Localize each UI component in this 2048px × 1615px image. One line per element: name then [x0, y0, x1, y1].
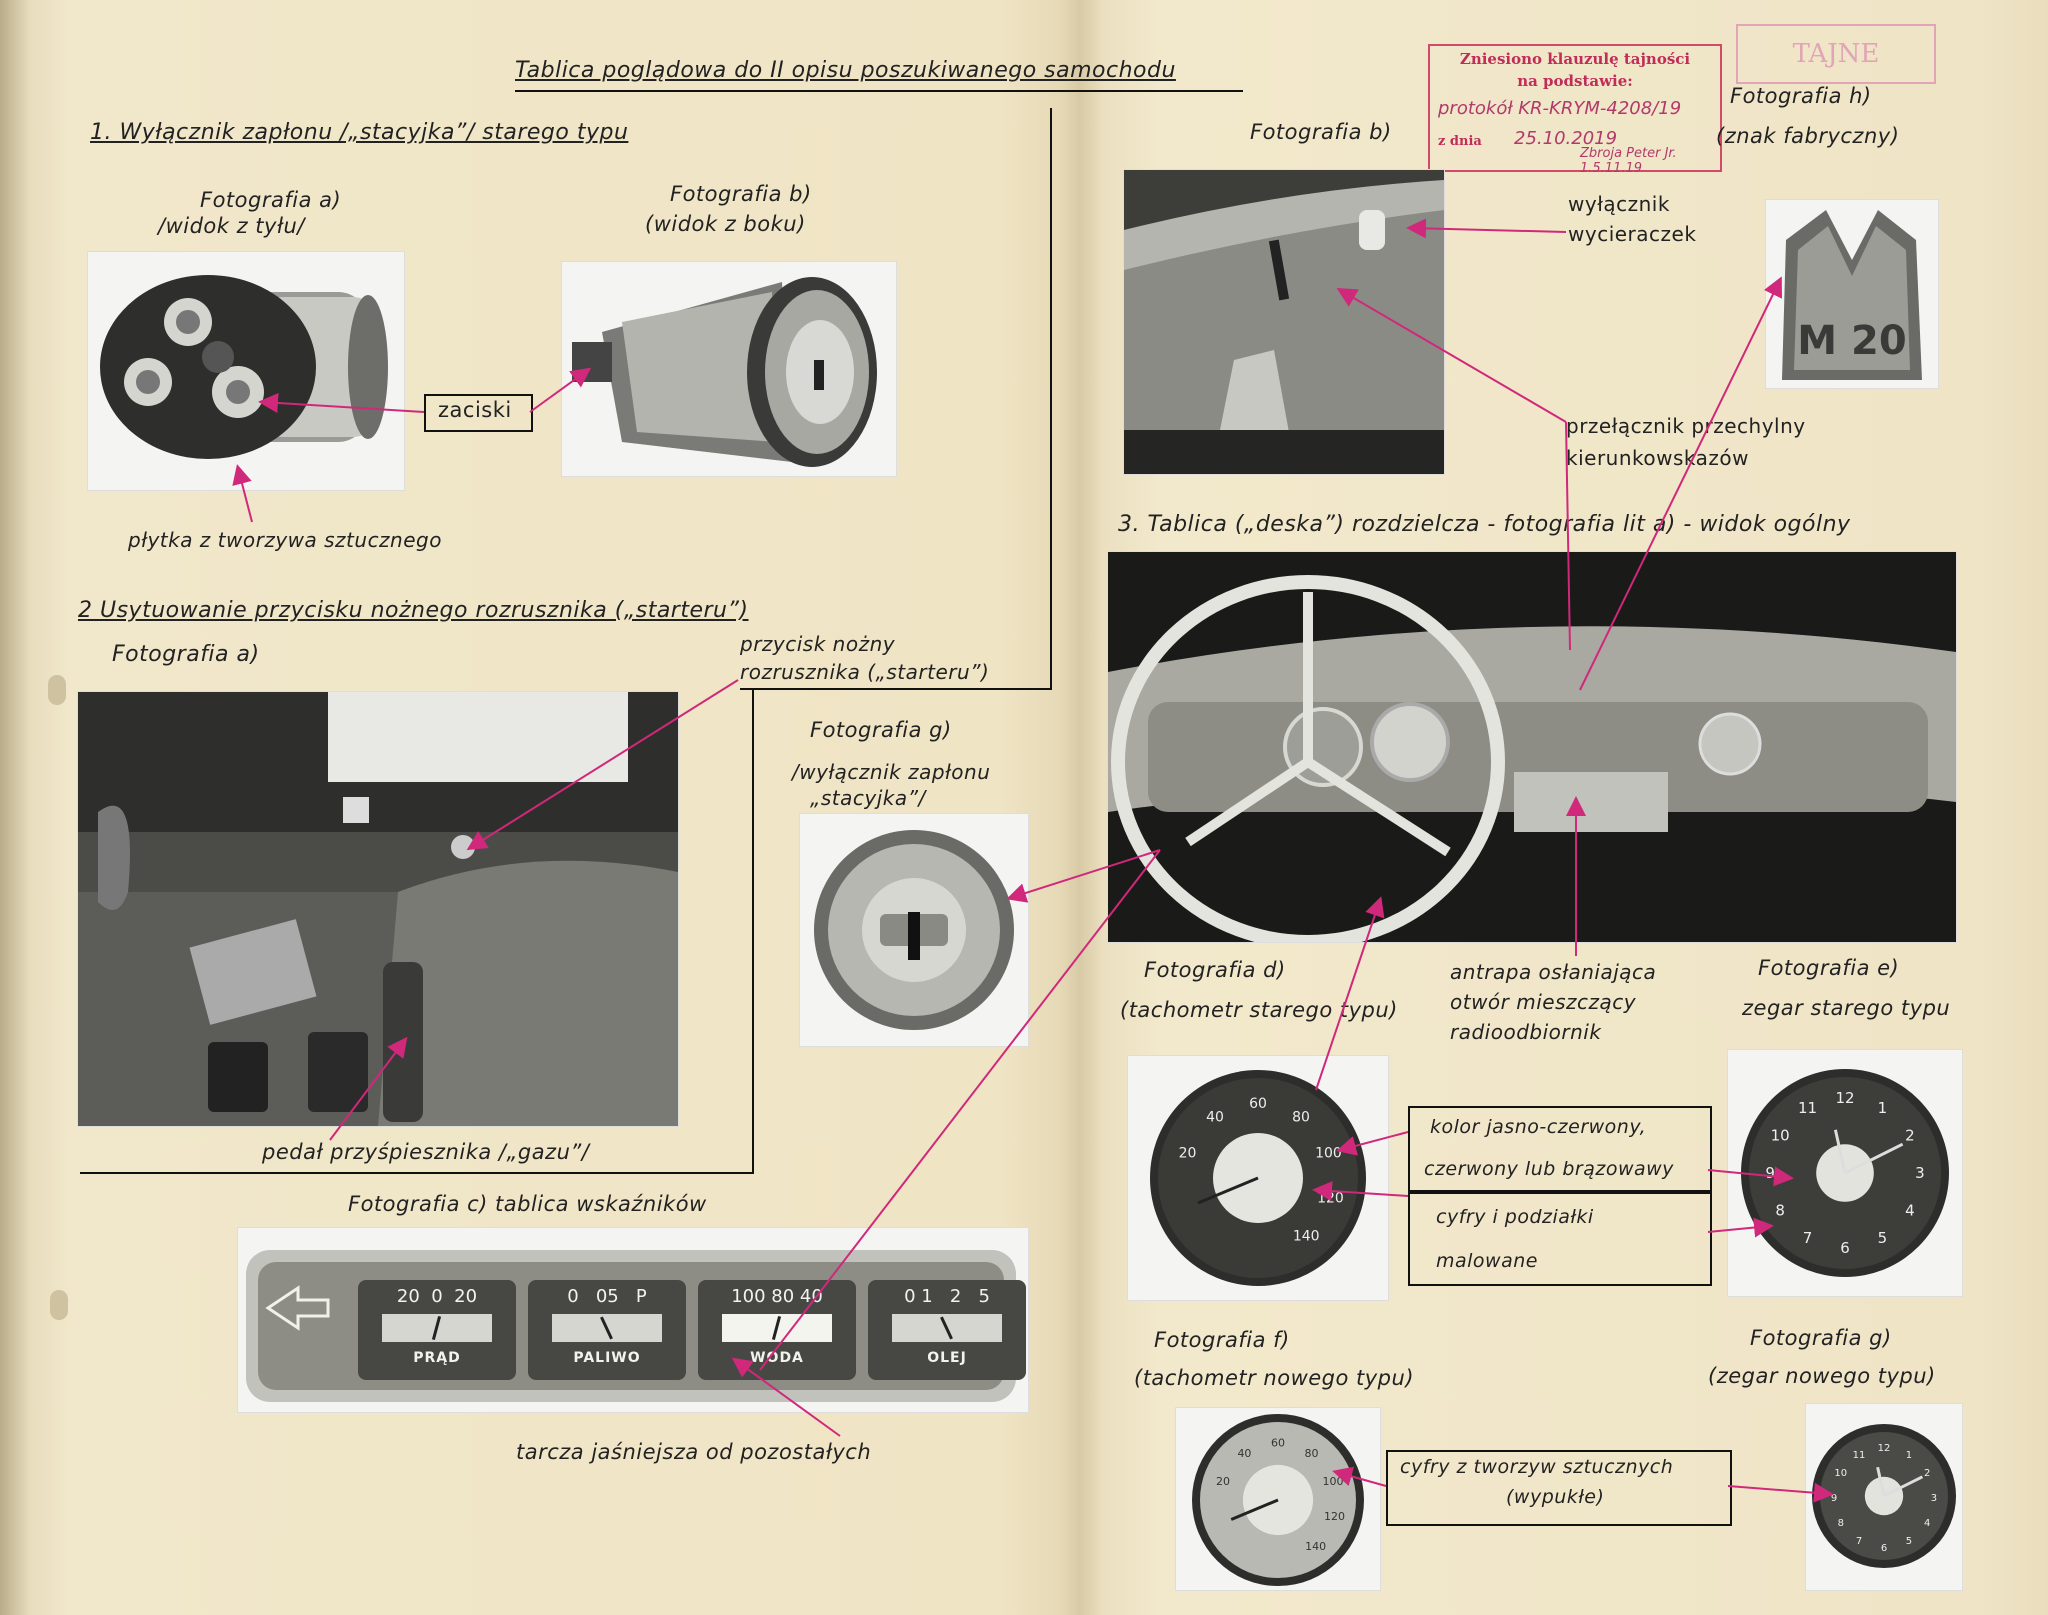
antrapa-line3: radioodbiornik [1450, 1020, 1602, 1044]
box-plastic-line1: cyfry z tworzyw sztucznych [1400, 1456, 1674, 1478]
clock-mark-label: 9 [1830, 1493, 1838, 1504]
gauge-label: WODA [750, 1350, 804, 1366]
arrow-new-clock [1728, 1486, 1830, 1494]
label-przycisk-line1: przycisk nożny [740, 632, 896, 656]
arrow-stacyjka [1010, 850, 1160, 898]
arrow-przycisk [470, 680, 738, 848]
photo-c-caption: Fotografia c) tablica wskaźników [348, 1192, 707, 1216]
stamp-protocol: protokół KR-KRYM-4208/19 [1438, 98, 1682, 119]
photo-g2-subcaption: (zegar nowego typu) [1708, 1364, 1936, 1388]
box-digits-line2: malowane [1436, 1250, 1538, 1272]
label-wycieraczek-line2: wycieraczek [1568, 222, 1697, 246]
arrow-speedo-color [1340, 1132, 1408, 1150]
speedo-mark-label: 140 [1305, 1539, 1327, 1553]
antrapa-line1: antrapa osłaniająca [1450, 960, 1657, 984]
line-tachometer-to-panel [760, 850, 1160, 1370]
photo-h-caption: Fotografia h) [1730, 84, 1872, 108]
photo-b-subcaption: (widok z boku) [645, 212, 806, 236]
photo-f-subcaption: (tachometr nowego typu) [1134, 1366, 1415, 1390]
clock-mark-label: 2 [1905, 1126, 1915, 1145]
arrow-wycieraczek [1410, 228, 1566, 232]
clock-mark-label: 5 [1905, 1536, 1913, 1548]
stamp-line1: Zniesiono klauzulę tajności [1459, 50, 1691, 68]
clock-mark-label: 1 [1905, 1449, 1913, 1461]
arrow-badge [1580, 280, 1780, 690]
clock-mark-label: 10 [1834, 1468, 1848, 1480]
label-wycieraczek-line1: wyłącznik [1568, 192, 1670, 216]
speedo-mark-label: 60 [1249, 1096, 1267, 1112]
label-pedal: pedał przyśpiesznika /„gazu”/ [262, 1140, 590, 1164]
annotation-arrows [238, 228, 1830, 1494]
crossed-tajne-text: TAJNE [1792, 39, 1880, 69]
photo-d-caption: Fotografia d) [1144, 958, 1286, 982]
antrapa-line2: otwór mieszczący [1450, 990, 1637, 1014]
speedo-mark-label: 120 [1324, 1510, 1346, 1524]
photo-b-caption: Fotografia b) [670, 182, 812, 206]
section2-title: 2 Usytuowanie przycisku nożnego rozrusznika („starteru”) [78, 598, 749, 623]
label-tarcza: tarcza jaśniejsza od pozostałych [516, 1440, 872, 1464]
clock-mark-label: 4 [1905, 1201, 1915, 1220]
speedo-mark-label: 20 [1178, 1145, 1197, 1162]
clock-mark-label: 6 [1840, 1238, 1850, 1257]
clock-mark-label: 6 [1880, 1542, 1888, 1554]
gauge-scale: 20 0 20 [396, 1286, 478, 1307]
clock-mark-label: 11 [1798, 1099, 1818, 1118]
photo-g2-caption: Fotografia g) [1750, 1326, 1892, 1350]
line-przelacznik-dash [1566, 422, 1570, 650]
photo-b-right-caption: Fotografia b) [1250, 120, 1392, 144]
photo-g-subcaption: /wyłącznik zapłonu [792, 760, 991, 784]
clock-mark-label: 12 [1877, 1443, 1891, 1455]
clock-mark-label: 10 [1770, 1126, 1790, 1145]
stamp-line2: na podstawie: [1517, 72, 1633, 90]
arrow-zaciski-right [530, 370, 588, 412]
page-title: Tablica poglądowa do II opisu poszukiwanego samochodu [515, 58, 1176, 83]
label-przelacznik-line1: przełącznik przechylny [1566, 414, 1806, 438]
box-plastic-line2: (wypukłe) [1506, 1486, 1605, 1508]
clock-mark-label: 8 [1775, 1201, 1785, 1220]
photo-g-subcaption2: „stacyjka”/ [810, 786, 926, 810]
gauge-scale: 0 1 2 5 [904, 1286, 990, 1307]
photo-e-caption: Fotografia e) [1758, 956, 1900, 980]
gauge-scale: 0 05 P [567, 1286, 647, 1307]
arrow-new-speedo [1336, 1472, 1386, 1486]
arrow-przelacznik [1340, 290, 1566, 422]
clock-mark-label: 11 [1852, 1449, 1866, 1461]
gauge-label: PALIWO [573, 1350, 641, 1366]
speedo-mark-label: 140 [1292, 1228, 1320, 1245]
speedo-mark-label: 40 [1237, 1447, 1252, 1461]
arrow-clock-digits [1708, 1226, 1770, 1232]
stamp-date-value: 25.10.2019 [1514, 128, 1618, 149]
clock-mark-label: 3 [1930, 1493, 1938, 1504]
label-plytka: płytka z tworzywa sztucznego [128, 528, 442, 552]
section1-title: 1. Wyłącznik zapłonu /„stacyjka”/ starego typu [90, 120, 629, 145]
arrow-clock-color [1708, 1170, 1790, 1178]
clock-mark-label: 7 [1802, 1228, 1813, 1247]
speedo-mark-label: 120 [1317, 1190, 1344, 1207]
photo-a-caption: Fotografia a) [200, 188, 342, 212]
arrow-speedo-digits [1316, 1190, 1408, 1196]
photo-a-subcaption: /widok z tyłu/ [158, 214, 305, 238]
clock-mark-label: 5 [1877, 1228, 1888, 1247]
clock-mark-label: 8 [1837, 1517, 1844, 1529]
stamp-signature: Zbroja Peter Jr. 1.5.11.19 [1580, 146, 1677, 176]
clock-mark-label: 1 [1877, 1099, 1888, 1118]
photo-e-subcaption: zegar starego typu [1742, 996, 1951, 1020]
clock-mark-label: 4 [1924, 1517, 1931, 1529]
photo-h-subcaption: (znak fabryczny) [1716, 124, 1900, 148]
clock-mark-label: 9 [1765, 1164, 1775, 1182]
factory-badge-text: M 20 [1797, 318, 1907, 364]
label-przelacznik-line2: kierunkowskazów [1566, 446, 1749, 470]
speedo-mark-label: 80 [1304, 1447, 1319, 1461]
speedo-mark-label: 60 [1271, 1436, 1285, 1450]
arrow-plytka [238, 468, 252, 522]
section3-title: 3. Tablica („deska”) rozdzielcza - fotografia lit a) - widok ogólny [1118, 512, 1851, 537]
arrow-tarcza [735, 1360, 840, 1436]
speedo-mark-label: 40 [1206, 1109, 1224, 1126]
label-zaciski: zaciski [438, 398, 512, 422]
speedo-mark-label: 100 [1315, 1145, 1342, 1162]
clock-mark-label: 7 [1855, 1536, 1863, 1548]
speedo-mark-label: 20 [1216, 1474, 1231, 1488]
arrow-zaciski-left [262, 402, 424, 412]
photo-g-caption: Fotografia g) [810, 718, 952, 742]
clock-mark-label: 2 [1924, 1468, 1931, 1480]
box-color-line1: kolor jasno-czerwony, [1430, 1116, 1647, 1138]
box-digits-line1: cyfry i podziałki [1436, 1206, 1594, 1228]
clock-mark-label: 12 [1835, 1089, 1855, 1108]
arrow-tachometer [1316, 900, 1380, 1090]
speedo-mark-label: 100 [1322, 1474, 1344, 1488]
box-color-line2: czerwony lub brązowawy [1424, 1158, 1674, 1180]
photo-2a-caption: Fotografia a) [112, 642, 260, 667]
photo-d-subcaption: (tachometr starego typu) [1120, 998, 1398, 1022]
arrow-pedal [330, 1040, 405, 1140]
clock-mark-label: 3 [1915, 1164, 1925, 1182]
photo-f-caption: Fotografia f) [1154, 1328, 1290, 1352]
gauge-label: OLEJ [927, 1350, 967, 1366]
gauge-label: PRĄD [413, 1350, 461, 1366]
gauge-scale: 100 80 40 [731, 1286, 823, 1307]
speedo-mark-label: 80 [1292, 1109, 1310, 1126]
label-przycisk-line2: rozrusznika („starteru”) [740, 660, 990, 684]
stamp-date-label: z dnia [1438, 134, 1482, 149]
